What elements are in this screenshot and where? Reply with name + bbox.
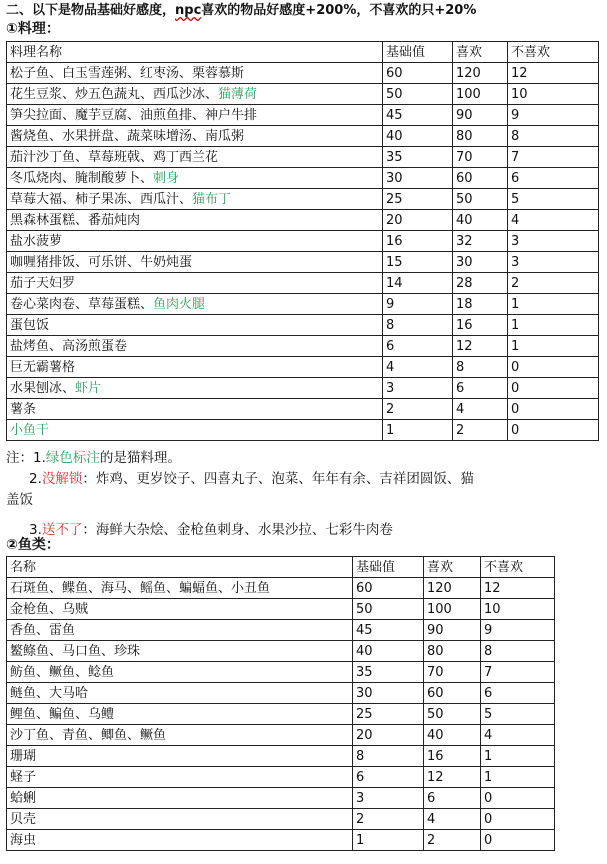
base-value-cell: 25 <box>383 189 453 210</box>
base-value-cell: 8 <box>383 315 453 336</box>
table-row <box>7 126 599 147</box>
dislike-value-cell: 1 <box>508 336 599 357</box>
dislike-value-cell: 1 <box>481 767 555 788</box>
item-name-cell <box>7 63 383 84</box>
item-name-cell <box>7 273 383 294</box>
dislike-value-cell: 12 <box>481 578 555 599</box>
note-1-text: 的是猫料理。 <box>99 450 181 466</box>
item-name: 盐烤鱼、高汤煎蛋卷 <box>10 338 128 354</box>
dislike-value-cell: 0 <box>481 809 555 830</box>
section-title-dishes: ①料理： <box>6 21 60 37</box>
item-name: 鲢鱼、大马哈 <box>10 685 89 701</box>
dislike-value-cell: 0 <box>508 357 599 378</box>
column-header: 名称 <box>7 557 353 578</box>
item-name: 水果刨冰、 <box>10 380 76 396</box>
item-name-cell <box>7 105 383 126</box>
base-value-cell: 60 <box>353 578 424 599</box>
heading-suffix: 喜欢的物品好感度+200%，不喜欢的只+20% <box>201 3 477 18</box>
item-name-cell <box>7 830 353 851</box>
item-name-cell <box>7 189 383 210</box>
like-value-cell: 100 <box>424 599 481 620</box>
item-name: 薯条 <box>10 401 37 417</box>
dislike-value-cell: 9 <box>481 620 555 641</box>
item-name-cell <box>7 683 353 704</box>
like-value-cell: 120 <box>424 578 481 599</box>
like-value-cell: 90 <box>453 105 508 126</box>
note-3-text: ：海鲜大杂烩、金枪鱼刺身、水果沙拉、七彩牛肉卷 <box>82 522 393 538</box>
base-value-cell: 6 <box>383 336 453 357</box>
item-name-cell <box>7 809 353 830</box>
item-name: 冬瓜烧肉、腌制酸萝卜、 <box>10 170 154 186</box>
base-value-cell: 1 <box>383 420 453 441</box>
item-name-cell <box>7 578 353 599</box>
base-value-cell: 16 <box>383 231 453 252</box>
table-row <box>7 336 599 357</box>
like-value-cell: 100 <box>453 84 508 105</box>
table-row <box>7 788 555 809</box>
note-2-prefix: 2. <box>29 471 42 487</box>
item-name: 蛋包饭 <box>10 317 50 333</box>
table-row <box>7 725 555 746</box>
dislike-value-cell: 5 <box>481 704 555 725</box>
like-value-cell: 70 <box>424 662 481 683</box>
cat-dish-name: 虾片 <box>75 380 102 396</box>
cat-dish-name: 刺身 <box>153 170 180 186</box>
like-value-cell: 30 <box>453 252 508 273</box>
item-name-cell <box>7 210 383 231</box>
table-row <box>7 231 599 252</box>
like-value-cell: 90 <box>424 620 481 641</box>
like-value-cell: 6 <box>424 788 481 809</box>
base-value-cell: 20 <box>383 210 453 231</box>
item-name: 卷心菜肉卷、草莓蛋糕、 <box>10 296 154 312</box>
item-name: 珊瑚 <box>10 748 37 764</box>
dislike-value-cell: 12 <box>508 63 599 84</box>
note-1-prefix: 注：1. <box>6 450 46 466</box>
base-value-cell: 35 <box>353 662 424 683</box>
column-header: 不喜欢 <box>508 42 599 63</box>
note-3-prefix: 3. <box>29 522 42 538</box>
item-name: 松子鱼、白玉雪莲粥、红枣汤、栗蓉慕斯 <box>10 65 245 81</box>
base-value-cell: 40 <box>353 641 424 662</box>
table-row <box>7 168 599 189</box>
note-3-highlight: 送不了 <box>41 522 83 538</box>
base-value-cell: 20 <box>353 725 424 746</box>
item-name: 盐水菠萝 <box>10 233 63 249</box>
cat-dish-name: 小鱼干 <box>10 422 50 438</box>
base-value-cell: 14 <box>383 273 453 294</box>
base-value-cell: 60 <box>383 63 453 84</box>
item-name: 蛤蜊 <box>10 790 37 806</box>
item-name: 贝壳 <box>10 811 37 827</box>
item-name: 草莓大福、柿子果冻、西瓜汁、 <box>10 191 193 207</box>
item-name-cell <box>7 231 383 252</box>
item-name-cell <box>7 662 353 683</box>
dislike-value-cell: 2 <box>508 273 599 294</box>
note-2 <box>6 469 602 490</box>
like-value-cell: 2 <box>424 830 481 851</box>
dislike-value-cell: 5 <box>508 189 599 210</box>
base-value-cell: 9 <box>383 294 453 315</box>
base-value-cell: 1 <box>353 830 424 851</box>
like-value-cell: 70 <box>453 147 508 168</box>
like-value-cell: 8 <box>453 357 508 378</box>
item-name-cell <box>7 725 353 746</box>
like-value-cell: 32 <box>453 231 508 252</box>
column-header: 不喜欢 <box>481 557 555 578</box>
dislike-value-cell: 10 <box>481 599 555 620</box>
base-value-cell: 45 <box>353 620 424 641</box>
dislike-value-cell: 1 <box>508 294 599 315</box>
like-value-cell: 120 <box>453 63 508 84</box>
like-value-cell: 4 <box>424 809 481 830</box>
table-row <box>7 830 555 851</box>
column-header: 喜欢 <box>424 557 481 578</box>
base-value-cell: 15 <box>383 252 453 273</box>
item-name: 笋尖拉面、魔芋豆腐、油煎鱼排、神户牛排 <box>10 107 258 123</box>
like-value-cell: 80 <box>424 641 481 662</box>
heading-prefix: 二、以下是物品基础好感度， <box>6 3 176 18</box>
item-name-cell <box>7 599 353 620</box>
note-3 <box>6 520 602 541</box>
base-value-cell: 8 <box>353 746 424 767</box>
note-2-text: ：炸鸡、更岁饺子、四喜丸子、泡菜、年年有余、吉祥团圆饭、猫 <box>82 471 474 487</box>
item-name: 鲂鱼、鳜鱼、鲶鱼 <box>10 664 115 680</box>
item-name: 茄汁沙丁鱼、草莓班戟、鸡丁西兰花 <box>10 149 219 165</box>
item-name-cell <box>7 788 353 809</box>
item-name: 酱烧鱼、水果拼盘、蔬菜味增汤、南瓜粥 <box>10 128 245 144</box>
base-value-cell: 4 <box>383 357 453 378</box>
table-row <box>7 399 599 420</box>
item-name: 金枪鱼、乌贼 <box>10 601 89 617</box>
item-name-cell <box>7 767 353 788</box>
item-name-cell <box>7 336 383 357</box>
base-value-cell: 3 <box>383 378 453 399</box>
table-header-row <box>7 557 555 578</box>
dislike-value-cell: 4 <box>508 210 599 231</box>
table-row <box>7 210 599 231</box>
cat-dish-name: 猫布丁 <box>192 191 232 207</box>
table-row <box>7 662 555 683</box>
table-row <box>7 420 599 441</box>
item-name-cell <box>7 315 383 336</box>
like-value-cell: 60 <box>424 683 481 704</box>
table-row <box>7 641 555 662</box>
column-header: 基础值 <box>353 557 424 578</box>
like-value-cell: 60 <box>453 168 508 189</box>
item-name-cell <box>7 357 383 378</box>
base-value-cell: 3 <box>353 788 424 809</box>
section-title-fish: ②鱼类： <box>6 537 60 553</box>
like-value-cell: 18 <box>453 294 508 315</box>
item-name-cell <box>7 294 383 315</box>
base-value-cell: 25 <box>353 704 424 725</box>
item-name: 鲤鱼、鳊鱼、乌鳢 <box>10 706 115 722</box>
note-1 <box>6 448 602 469</box>
item-name-cell <box>7 84 383 105</box>
like-value-cell: 12 <box>424 767 481 788</box>
table-row <box>7 767 555 788</box>
dislike-value-cell: 0 <box>508 420 599 441</box>
dislike-value-cell: 0 <box>508 378 599 399</box>
cat-dish-name: 鱼肉火腿 <box>153 296 206 312</box>
dislike-value-cell: 10 <box>508 84 599 105</box>
item-name: 海虫 <box>10 832 37 848</box>
item-name: 茄子天妇罗 <box>10 275 76 291</box>
like-value-cell: 12 <box>453 336 508 357</box>
note-2-highlight: 没解锁 <box>41 471 83 487</box>
table-row <box>7 147 599 168</box>
dislike-value-cell: 3 <box>508 231 599 252</box>
dislike-value-cell: 8 <box>481 641 555 662</box>
item-name-cell <box>7 126 383 147</box>
item-name: 黑森林蛋糕、番茄炖肉 <box>10 212 141 228</box>
item-name: 巨无霸薯格 <box>10 359 76 375</box>
dislike-value-cell: 7 <box>481 662 555 683</box>
like-value-cell: 40 <box>453 210 508 231</box>
dislike-value-cell: 9 <box>508 105 599 126</box>
item-name-cell <box>7 704 353 725</box>
table-row <box>7 599 555 620</box>
fish-table <box>6 556 555 851</box>
table-row <box>7 746 555 767</box>
table-row <box>7 704 555 725</box>
notes-block <box>6 448 602 541</box>
item-name: 咖喱猪排饭、可乐饼、牛奶炖蛋 <box>10 254 193 270</box>
item-name: 蛏子 <box>10 769 37 785</box>
base-value-cell: 50 <box>383 84 453 105</box>
dislike-value-cell: 7 <box>508 147 599 168</box>
base-value-cell: 6 <box>353 767 424 788</box>
table-row <box>7 105 599 126</box>
dislike-value-cell: 0 <box>481 830 555 851</box>
base-value-cell: 50 <box>353 599 424 620</box>
like-value-cell: 16 <box>424 746 481 767</box>
dislike-value-cell: 1 <box>508 315 599 336</box>
item-name: 鳘鲦鱼、马口鱼、珍珠 <box>10 643 141 659</box>
base-value-cell: 40 <box>383 126 453 147</box>
base-value-cell: 35 <box>383 147 453 168</box>
dislike-value-cell: 3 <box>508 252 599 273</box>
like-value-cell: 50 <box>424 704 481 725</box>
item-name-cell <box>7 168 383 189</box>
like-value-cell: 28 <box>453 273 508 294</box>
dislike-value-cell: 6 <box>481 683 555 704</box>
like-value-cell: 4 <box>453 399 508 420</box>
item-name-cell <box>7 147 383 168</box>
item-name: 花生豆浆、炒五色蔬丸、西瓜沙冰、 <box>10 86 219 102</box>
dislike-value-cell: 0 <box>508 399 599 420</box>
column-header: 基础值 <box>383 42 453 63</box>
base-value-cell: 2 <box>353 809 424 830</box>
table-row <box>7 294 599 315</box>
column-header: 料理名称 <box>7 42 383 63</box>
table-row <box>7 378 599 399</box>
like-value-cell: 50 <box>453 189 508 210</box>
item-name-cell <box>7 420 383 441</box>
table-row <box>7 252 599 273</box>
table-row <box>7 273 599 294</box>
dislike-value-cell: 4 <box>481 725 555 746</box>
base-value-cell: 2 <box>383 399 453 420</box>
dislike-value-cell: 6 <box>508 168 599 189</box>
table-row <box>7 357 599 378</box>
table-row <box>7 620 555 641</box>
item-name-cell <box>7 252 383 273</box>
column-header: 喜欢 <box>453 42 508 63</box>
document-heading <box>6 3 606 19</box>
base-value-cell: 30 <box>353 683 424 704</box>
dishes-table <box>6 41 599 441</box>
item-name: 石斑鱼、鲽鱼、海马、鳐鱼、蝙蝠鱼、小丑鱼 <box>10 580 271 596</box>
item-name: 沙丁鱼、青鱼、鲫鱼、鳜鱼 <box>10 727 167 743</box>
item-name-cell <box>7 378 383 399</box>
table-row <box>7 315 599 336</box>
cat-dish-name: 猫薄荷 <box>218 86 258 102</box>
heading-npc: npc <box>175 3 202 18</box>
like-value-cell: 6 <box>453 378 508 399</box>
item-name-cell <box>7 641 353 662</box>
item-name: 香鱼、雷鱼 <box>10 622 76 638</box>
base-value-cell: 30 <box>383 168 453 189</box>
item-name-cell <box>7 620 353 641</box>
table-row <box>7 189 599 210</box>
item-name-cell <box>7 399 383 420</box>
item-name-cell <box>7 746 353 767</box>
table-header-row <box>7 42 599 63</box>
dislike-value-cell: 8 <box>508 126 599 147</box>
like-value-cell: 16 <box>453 315 508 336</box>
dislike-value-cell: 1 <box>481 746 555 767</box>
note-1-highlight: 绿色标注 <box>45 450 100 466</box>
table-row <box>7 84 599 105</box>
table-row <box>7 63 599 84</box>
table-row <box>7 578 555 599</box>
dislike-value-cell: 0 <box>481 788 555 809</box>
like-value-cell: 40 <box>424 725 481 746</box>
like-value-cell: 2 <box>453 420 508 441</box>
like-value-cell: 80 <box>453 126 508 147</box>
base-value-cell: 45 <box>383 105 453 126</box>
table-row <box>7 809 555 830</box>
note-2-continued: 盖饭 <box>6 492 33 508</box>
table-row <box>7 683 555 704</box>
